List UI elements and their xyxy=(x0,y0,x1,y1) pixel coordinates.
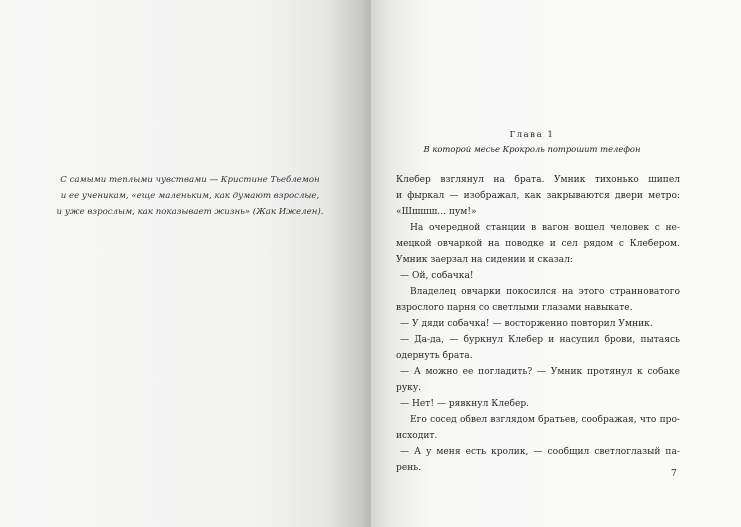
dedication xyxy=(40,172,340,220)
text-line: — У дяди собачка! — восторженно повторил Умник. xyxy=(400,319,653,329)
text-line: и фыркал — изображал, как закрываются двери метро: xyxy=(396,191,680,201)
chapter-body xyxy=(396,172,680,476)
text-line: — А можно ее погладить? — Умник протянул к собаке xyxy=(400,367,680,377)
text-line: руку. xyxy=(396,383,422,393)
text-line: Его сосед обвел взглядом братьев, соображая, что про- xyxy=(410,415,680,425)
text-line: рень. xyxy=(396,463,422,473)
text-line: Клебер взглянул на брата. Умник тихонько шипел xyxy=(396,175,680,185)
text-line: — Да-да, — буркнул Клебер и насупил брови, пытаясь xyxy=(400,335,680,345)
text-line: Владелец овчарки покосился на этого странноватого xyxy=(410,287,680,297)
dedication-line: С самыми теплыми чувствами — Кристине Тьеблемон xyxy=(60,175,320,185)
text-line: Умник заерзал на сидении и сказал: xyxy=(396,255,573,265)
text-line: — А у меня есть кролик, — сообщил светлоглазый па- xyxy=(400,447,680,457)
text-line: — Нет! — рявкнул Клебер. xyxy=(400,399,530,409)
text-line: исходит. xyxy=(396,431,438,441)
text-line: мецкой овчаркой на поводке и сел рядом с Клебером. xyxy=(396,239,680,249)
dedication-line: и ее ученикам, «еще маленьким, как думают взрослые, xyxy=(60,191,320,201)
chapter-label: Глава 1 xyxy=(509,129,555,139)
text-line: — Ой, собачка! xyxy=(400,271,474,281)
text-line: «Шшшш... пум!» xyxy=(396,207,477,217)
text-line: На очередной станции в вагон вошел человек с не- xyxy=(410,223,680,233)
dedication-line: и уже взрослым, как показывает жизнь» (Жак Ижелен). xyxy=(56,207,324,217)
chapter-title: В которой месье Крокроль потрошит телефон xyxy=(423,144,641,154)
text-line: взрослого парня со светлыми глазами навыкате. xyxy=(396,303,633,313)
page-number: 7 xyxy=(671,469,677,479)
text-line: одернуть брата. xyxy=(396,351,473,361)
